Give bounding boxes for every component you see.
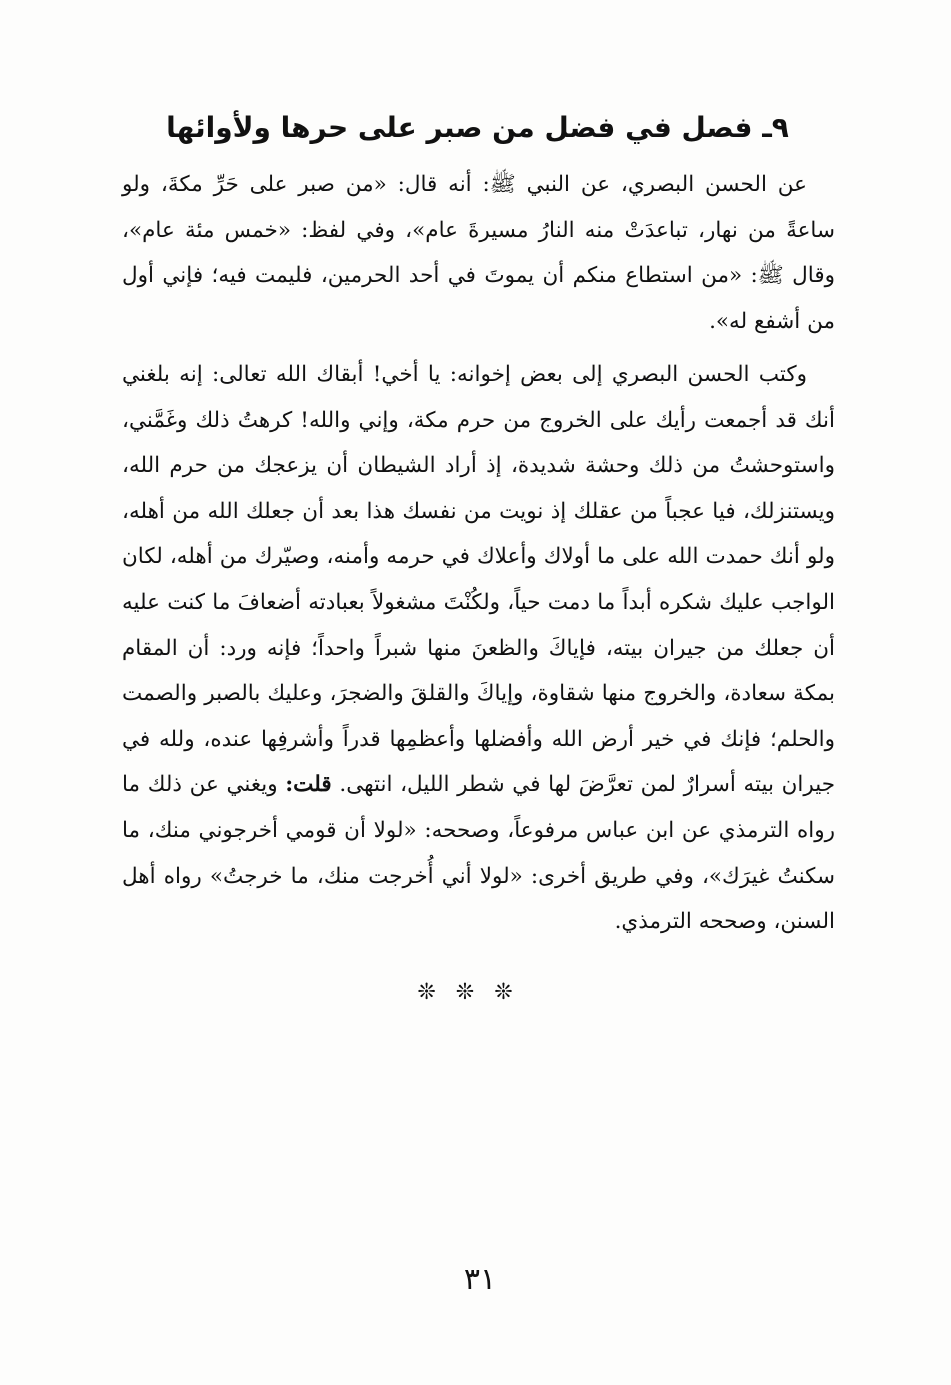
page-number: ٣١ (463, 1262, 497, 1297)
qult-label: قلت: (285, 772, 332, 798)
paragraph-2-tail: ويغني عن ذلك ما رواه الترمذي عن ابن عباس مرفوعاً، وصححه: «لولا أن قومي أخرجوني منك، ما سكنتُ غيرَك»، وفي طريق أخرى: «لولا أني أُخرجت منك، ما خرجتُ» رواه أهل السنن، وصححه الترمذي. (122, 772, 835, 935)
paragraph-2 (122, 352, 835, 945)
paragraph-2-main: وكتب الحسن البصري إلى بعض إخوانه: يا أخي! أبقاك الله تعالى: إنه بلغني أنك قد أجمعت رأيك على الخروج من حرم مكة، وإني والله! كرهتُ ذلك وغَمَّني، واستوحشتُ من ذلك وحشة شديدة، إذ أراد الشيطان أن يزعجك من حرم الله، ويستنزلك، فيا عجباً من عقلك إذ نويت من نفسك هذا بعد أن جعلك الله من أهله، ولو أنك حمدت الله على ما أولاك وأعلاك في حرمه وأمنه، وصيّرك من أهله، لكان الواجب عليك شكره أبداً ما دمت حياً، ولكُنْتَ مشغولاً بعبادته أضعافَ ما كنت عليه أن جعلك من جيران بيته، فإياكَ والظعنَ منها شبراً واحداً؛ فإنه ورد: أن المقام بمكة سعادة، والخروج منها شقاوة، وإياكَ والقلقَ والضجرَ، وعليك بالصبر والصمت والحلم؛ فإنك في خير أرض الله وأفضلها وأعظمِها قدراً وأشرفِها عنده، ولله في جيران بيته أسرارٌ لمن تعرَّضَ لها في شطر الليل، انتهى. (122, 362, 835, 798)
paragraph-1: عن الحسن البصري، عن النبي ﷺ: أنه قال: «من صبر على حَرِّ مكةَ، ولو ساعةً من نهار، تباعدَتْ منه النارُ مسيرةَ عام»، وفي لفظ: «خمس مئة عام»، وقال ﷺ: «من استطاع منكم أن يموتَ في أحد الحرمين، فليمت فيه؛ فإني أول من أشفع له». (122, 172, 835, 334)
section-separator: ❊❊❊ (417, 980, 533, 1005)
section-heading: ٩ـ فصل في فضل من صبر على حرها ولأوائها (166, 111, 789, 144)
